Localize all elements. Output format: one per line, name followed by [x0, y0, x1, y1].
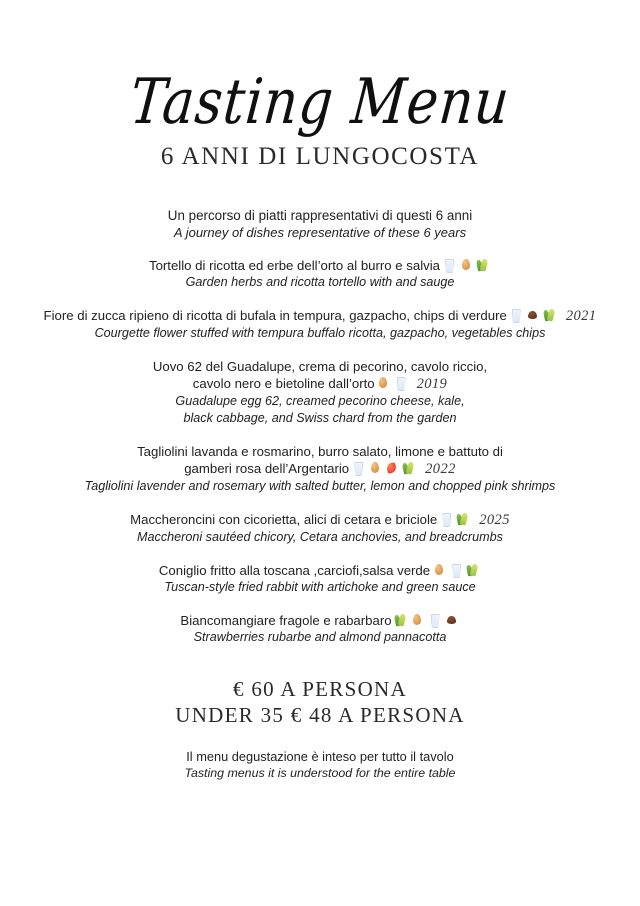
celery-icon [456, 512, 469, 527]
egg-icon [432, 563, 445, 578]
egg-icon [459, 258, 472, 273]
course-list [20, 257, 620, 662]
allergen-icons [349, 461, 417, 476]
allergen-icons [392, 613, 460, 628]
course-italian-text: Coniglio fritto alla toscana ,carciofi,salsa verde [158, 563, 431, 578]
course-item [20, 562, 620, 596]
price-block [20, 676, 620, 728]
allergen-icons [437, 512, 471, 527]
milk-icon [509, 308, 522, 323]
celery-icon [394, 613, 407, 628]
allergen-icons [375, 376, 409, 391]
milk-icon [449, 563, 462, 578]
course-italian [20, 612, 620, 629]
course-english-line-1: Guadalupe egg 62, creamed pecorino cheese, kale, [175, 394, 465, 408]
celery-icon [543, 308, 556, 323]
course-italian [20, 307, 620, 325]
price-under-35: UNDER 35 € 48 A PERSONA [175, 703, 465, 727]
course-italian [20, 562, 620, 579]
course-english: Courgette flower stuffed with tempura buffalo ricotta, gazpacho, vegetables chips [94, 326, 546, 340]
course-italian-text: Tortello di ricotta ed erbe dell’orto al burro e salvia [148, 258, 440, 273]
egg-icon [411, 613, 424, 628]
menu-note [20, 748, 620, 782]
intro-english: A journey of dishes representative of these 6 years [173, 225, 467, 240]
nut-icon [526, 308, 539, 323]
course-year: 2019 [416, 376, 448, 392]
course-item [20, 443, 620, 495]
page-title: Tasting Menu [127, 66, 513, 139]
course-item [20, 257, 620, 291]
course-english: Strawberries rubarbe and almond pannacotta [193, 630, 447, 644]
course-italian-text: cavolo nero e bietoline dall’orto [192, 376, 375, 391]
course-item [20, 307, 620, 342]
allergen-icons [507, 308, 558, 323]
course-italian [20, 511, 620, 529]
course-italian-line-2 [20, 460, 620, 478]
shrimp-icon [385, 461, 398, 476]
menu-subtitle: 6 ANNI DI LUNGOCOSTA [160, 143, 480, 170]
milk-icon [351, 461, 364, 476]
course-item [20, 612, 620, 646]
intro-italian: Un percorso di piatti rappresentativi di questi 6 anni [167, 208, 473, 223]
menu-intro [20, 207, 620, 241]
course-italian-line-2 [20, 375, 620, 393]
egg-icon [368, 461, 381, 476]
course-year: 2021 [565, 308, 597, 324]
course-italian-line-1: Uovo 62 del Guadalupe, crema di pecorino, cavolo riccio, [152, 359, 488, 374]
course-english: Tuscan-style fried rabbit with artichoke and green sauce [164, 580, 476, 594]
price-standard: € 60 A PERSONA [233, 677, 407, 701]
course-italian-line-1: Tagliolini lavanda e rosmarino, burro salato, limone e battuto di [137, 444, 503, 459]
milk-icon [394, 376, 407, 391]
course-italian [20, 257, 620, 274]
allergen-icons [430, 563, 481, 578]
course-english-line-2: black cabbage, and Swiss chard from the garden [183, 411, 457, 425]
course-english: Garden herbs and ricotta tortello with and sauge [185, 275, 455, 289]
course-english: Maccheroni sautéed chicory, Cetara anchovies, and breadcrumbs [137, 530, 503, 544]
note-italian: Il menu degustazione è inteso per tutto il tavolo [186, 749, 454, 764]
celery-icon [476, 258, 489, 273]
celery-icon [402, 461, 415, 476]
egg-icon [377, 376, 390, 391]
course-item [20, 511, 620, 546]
milk-icon [428, 613, 441, 628]
course-item [20, 358, 620, 427]
course-italian-text: gamberi rosa dell’Argentario [184, 461, 350, 476]
course-year: 2022 [425, 461, 456, 477]
course-english-line-1: Tagliolini lavender and rosemary with salted butter, lemon and chopped pink shrimps [84, 479, 556, 493]
milk-icon [442, 258, 455, 273]
course-italian-text: Biancomangiare fragole e rabarbaro [180, 613, 392, 628]
menu-header [20, 66, 620, 171]
allergen-icons [440, 258, 491, 273]
course-year: 2025 [479, 512, 510, 528]
milk-icon [439, 512, 452, 527]
course-italian-text: Fiore di zucca ripieno di ricotta di bufala in tempura, gazpacho, chips di verdure [43, 308, 507, 323]
celery-icon [466, 563, 479, 578]
course-italian-text: Maccheroncini con cicorietta, alici di cetara e briciole [130, 512, 438, 527]
note-english: Tasting menus it is understood for the entire table [184, 766, 456, 780]
nut-icon [445, 613, 458, 628]
